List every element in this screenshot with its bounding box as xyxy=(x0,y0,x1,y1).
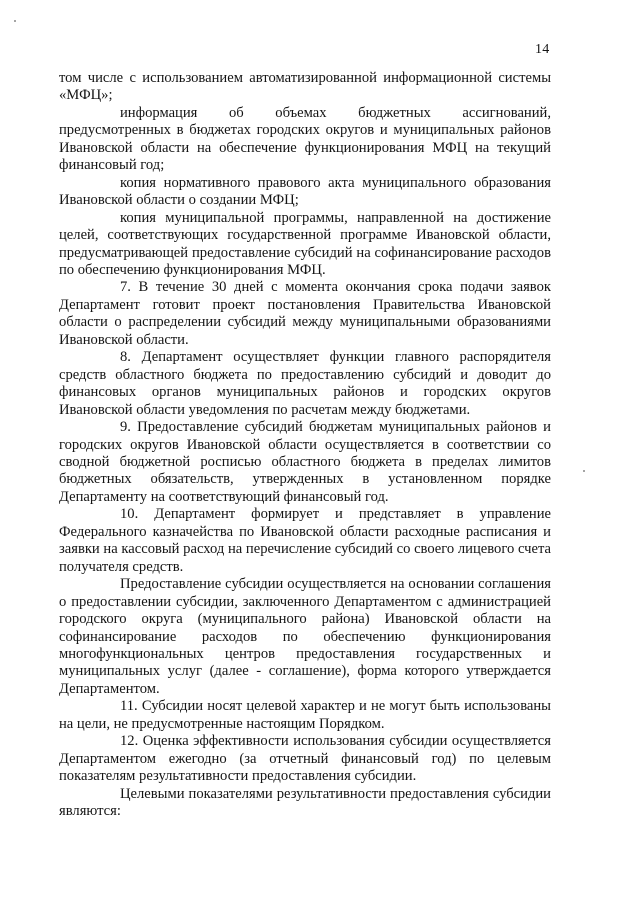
scan-speck xyxy=(583,470,585,472)
paragraph: 9. Предоставление субсидий бюджетам муниципальных районов и городских округов Ивановской области осуществляется в соответствии со сводной бюджетной росписью областного бюджета в пределах лимитов бюджетных обязательств, утвержденных в установленном порядке Департаменту на соответствующий финансовый год. xyxy=(59,419,551,505)
paragraph: 11. Субсидии носят целевой характер и не могут быть использованы на цели, не предусмотренные настоящим Порядком. xyxy=(59,698,551,732)
document-body xyxy=(59,70,551,820)
paragraph: копия муниципальной программы, направленной на достижение целей, соответствующих государственной программе Ивановской области, предусматривающей предоставление субсидий на софинансирование расходов по обеспечению функционирования МФЦ. xyxy=(59,209,551,278)
page-number: 14 xyxy=(535,42,550,57)
paragraph: копия нормативного правового акта муниципального образования Ивановской области о создании МФЦ; xyxy=(59,174,551,209)
scan-speck xyxy=(14,20,16,22)
paragraph: информация об объемах бюджетных ассигнований, предусмотренных в бюджетах городских округов и муниципальных районов Ивановской области на обеспечение функционирования МФЦ на текущий финансовый год; xyxy=(59,104,551,174)
paragraph: том числе с использованием автоматизированной информационной системы «МФЦ»; xyxy=(59,70,551,104)
paragraph: Предоставление субсидии осуществляется на основании соглашения о предоставлении субсидии, заключенного Департаментом с администрацией городского округа (муниципального района) Ивановской области на софинансирование расходов по обеспечению функционирования многофункциональных центров предоставления государственных и муниципальных услуг (далее - соглашение), форма которого утверждается Департаментом. xyxy=(59,576,551,697)
paragraph: 10. Департамент формирует и представляет в управление Федерального казначейства по Ивановской области расходные расписания и заявки на кассовый расход на перечисление субсидий со своего лицевого счета получателя средств. xyxy=(59,506,551,575)
paragraph: 7. В течение 30 дней с момента окончания срока подачи заявок Департамент готовит проект постановления Правительства Ивановской области о распределении субсидий между муниципальными образованиями Ивановской области. xyxy=(59,279,551,348)
paragraph: Целевыми показателями результативности предоставления субсидии являются: xyxy=(59,785,551,820)
paragraph: 12. Оценка эффективности использования субсидии осуществляется Департаментом ежегодно (за отчетный финансовый год) по целевым показателям результативности предоставления субсидии. xyxy=(59,733,551,785)
paragraph: 8. Департамент осуществляет функции главного распорядителя средств областного бюджета по предоставлению субсидий и доводит до финансовых органов муниципальных районов и городских округов Ивановской области уведомления по расчетам между бюджетами. xyxy=(59,349,551,418)
